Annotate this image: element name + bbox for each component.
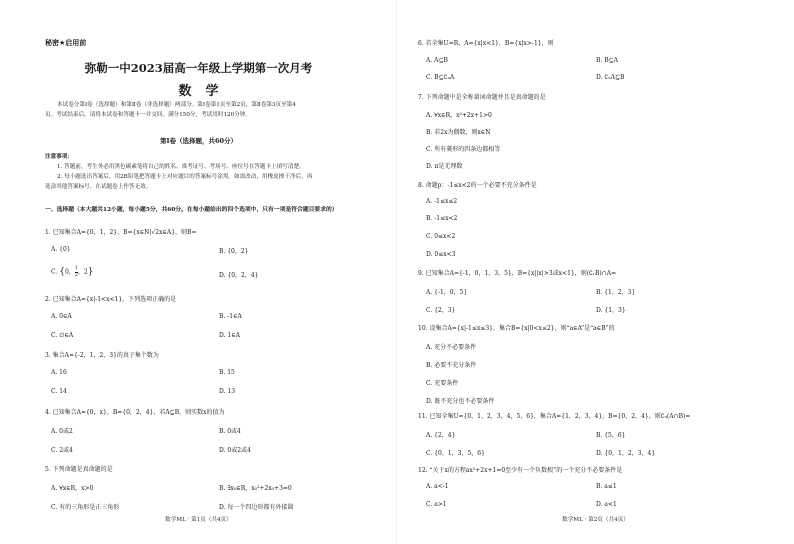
- question-12-stem: 12. “关于x的方程ax²+2x+1=0至少有一个负数根”的一个充分不必要条件是: [418, 467, 623, 474]
- question-6-option-b: B. B⊆A: [596, 57, 618, 64]
- question-12-option-d: D. a<1: [596, 501, 617, 508]
- question-7-option-c: C. 所有菱形的四条边都相等: [426, 146, 501, 153]
- question-3-stem: 3. 集合A={-2，1，2，3}的真子集个数为: [45, 352, 159, 359]
- question-12-option-a: A. a<-1: [426, 483, 449, 490]
- question-1-option-c-left-brace: {: [59, 267, 65, 277]
- question-12-option-c: C. a>1: [426, 501, 447, 508]
- question-4-option-a: A. 0或2: [51, 428, 73, 435]
- question-5-option-a: A. ∀x∈R，x>0: [51, 485, 94, 492]
- notice-title: 注意事项：: [45, 154, 73, 160]
- question-8-stem: 8. 命题p：-1≤x<2的一个必要不充分条件是: [418, 182, 537, 189]
- question-3-option-a: A. 16: [51, 369, 67, 376]
- question-11-option-a: A. {2，4}: [426, 432, 456, 439]
- question-1-option-d: D. {0，2，4}: [219, 272, 259, 279]
- question-6-option-d: D. ∁ᵤA⊆B: [596, 74, 625, 81]
- confidential-label: 秘密★启用前: [45, 39, 87, 47]
- question-2-option-b: B. -1∈A: [219, 313, 242, 320]
- notice-line-1: 1. 答题前，考生务必用黑色碳素笔将自己的姓名、准考证号、考场号、座位号在答题卡上填写清楚。: [57, 164, 305, 170]
- question-12-option-b: B. a≤1: [596, 483, 617, 490]
- question-1-option-c-zero: 0，: [64, 268, 75, 276]
- question-3-option-b: B. 15: [219, 369, 235, 376]
- question-4-option-b: B. 0或4: [219, 428, 241, 435]
- part-title: 一、选择题（本大题共12小题，每小题5分，共60分。在每小题给出的四个选项中，只有一项是符合题目要求的）: [45, 207, 338, 213]
- question-6-stem: 6. 若全集U=R，A={x|x<1}，B={x|x>-1}，则: [418, 40, 554, 47]
- question-1-option-c-label: C.: [51, 268, 60, 276]
- right-page: [397, 0, 794, 544]
- question-10-option-b: B. 必要不充分条件: [426, 362, 477, 369]
- question-4-option-c: C. 2或4: [51, 447, 73, 454]
- question-11-option-b: B. {5，6}: [596, 432, 626, 439]
- question-3-option-c: C. 14: [51, 388, 67, 395]
- page-footer-1: 数学ML · 第1页（共4页）: [165, 517, 232, 523]
- question-5-stem: 5. 下列命题是真命题的是: [45, 466, 113, 473]
- exam-title: 弥勒一中2023届高一年级上学期第一次月考: [84, 61, 313, 75]
- notice-line-3: 选涂其他答案标号。在试题卷上作答无效。: [45, 184, 152, 190]
- question-4-stem: 4. 已知集合A={0，x}，B={0，2，4}，若A⊆B，则实数x的值为: [45, 409, 225, 416]
- question-7-stem: 7. 下列命题中是全称量词命题并且是真命题的是: [418, 94, 546, 101]
- question-4-option-d: D. 0或2或4: [219, 447, 251, 454]
- question-10-option-c: C. 充要条件: [426, 380, 459, 387]
- question-10-option-a: A. 充分不必要条件: [426, 344, 477, 351]
- question-11-option-c: C. {0，1，3，5，6}: [426, 450, 485, 457]
- question-5-option-c: C. 有的三角形是正三角形: [51, 504, 120, 511]
- question-9-stem: 9. 已知集合A={-1，0，1，3，5}，B={x||x|>3或x<1}，则(∁ᵣB)∩A=: [418, 270, 617, 277]
- fraction-denominator: 2: [74, 271, 78, 278]
- section-title: 第Ⅰ卷（选择题，共60分）: [159, 137, 238, 145]
- question-6-option-a: A. A⊆B: [426, 57, 448, 64]
- question-11-stem: 11. 已知全集U={0，1，2，3，4，5，6}，集合A={1，2，3，4}，B={0，2，4}，则∁ᵤ(A∩B)=: [418, 413, 691, 420]
- question-2-option-d: D. 1∈A: [219, 332, 241, 339]
- question-9-option-c: C. {2，3}: [426, 307, 456, 314]
- intro-line-1: 本试卷分第Ⅰ卷（选择题）和第Ⅱ卷（非选择题）两部分。第Ⅰ卷第1页至第2页，第Ⅱ卷第3页至第4: [57, 102, 296, 108]
- question-3-option-d: D. 13: [219, 388, 236, 395]
- question-7-option-d: D. π是无理数: [426, 163, 463, 170]
- question-1-option-c-right-brace: }: [87, 267, 94, 277]
- question-5-option-b: B. ∃x₀∈R，x₀²+2x₀+3=0: [219, 485, 292, 492]
- question-11-option-d: D. {0，1，2，3，4}: [596, 450, 656, 457]
- question-7-option-b: B. 若2x为偶数，则x∈N: [426, 129, 491, 136]
- question-6-option-c: C. B⊆∁ᵤA: [426, 74, 455, 81]
- question-7-option-a: A. ∀x∈R，x²+2x+1>0: [426, 112, 492, 119]
- question-2-option-c: C. ∅∈A: [51, 332, 74, 339]
- question-5-option-d: D. 每一个四边形都有外接圆: [219, 504, 294, 511]
- question-2-stem: 2. 已知集合A={x|-1<x<1}，下列选项正确的是: [45, 296, 177, 303]
- question-1-option-a: A. {0}: [51, 246, 71, 253]
- page-footer-2: 数学ML · 第2页（共4页）: [562, 517, 629, 523]
- question-9-option-d: D. {1，3}: [596, 307, 626, 314]
- question-1-option-c-tail: ，2: [77, 268, 88, 276]
- question-10-option-d: D. 既不充分也不必要条件: [426, 398, 495, 405]
- question-1-stem: 1. 已知集合A={0，1，2}，B={x∈N|√2x∈A}，则B=: [45, 229, 197, 236]
- notice-line-2: 2. 每小题选出答案后，用2B铅笔把答题卡上对应题目的答案标号涂黑。如需改动，用橡皮擦干净后，再: [57, 174, 313, 180]
- question-8-option-d: D. 0≤x<3: [426, 251, 456, 258]
- subject-title: 数学: [178, 84, 233, 99]
- question-9-option-b: B. {1，2，3}: [596, 289, 636, 296]
- question-8-option-c: C. 0≤x<2: [426, 233, 456, 240]
- question-1-option-c: [51, 266, 94, 278]
- question-1-option-b: B. {0，2}: [219, 248, 249, 255]
- question-10-stem: 10. 设集合A={x|-1≤x≤3}，集合B={x|0<x≤2}，则“a∈A”是“a∈B”的: [418, 325, 615, 332]
- question-8-option-b: B. -1≤x<2: [426, 215, 458, 222]
- question-9-option-a: A. {-1，0，5}: [426, 289, 468, 296]
- question-2-option-a: A. 0∈A: [51, 313, 72, 320]
- question-8-option-a: A. -1≤x≤2: [426, 198, 458, 205]
- intro-line-2: 页。考试结束后，请将本试卷和答题卡一并交回。满分150分，考试用时120分钟。: [45, 112, 251, 118]
- fraction-numerator: 1: [74, 265, 78, 271]
